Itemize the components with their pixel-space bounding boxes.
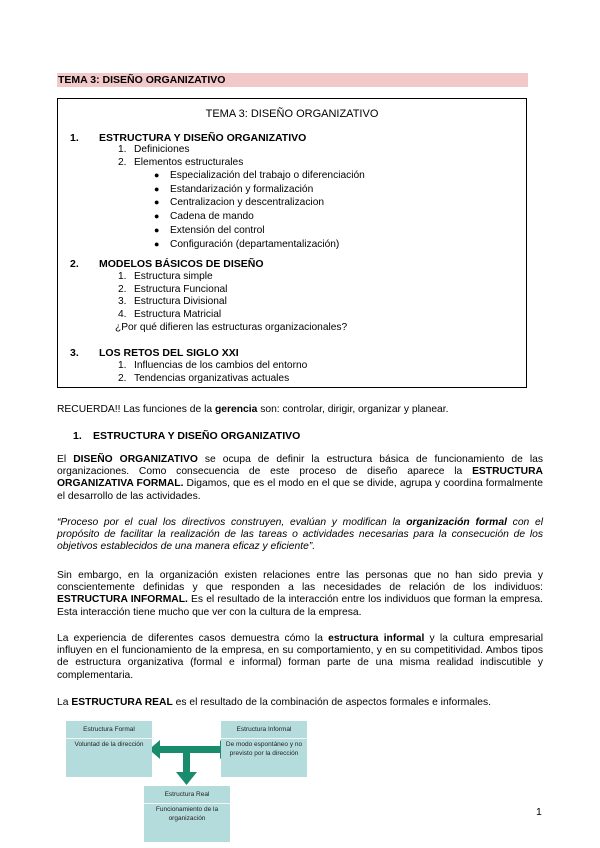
list-item: ● Extensión del control xyxy=(154,224,265,236)
list-item: ● Especialización del trabajo o diferenciación xyxy=(154,170,365,181)
diagram-box-title: Estructura Informal xyxy=(221,721,307,739)
toc-question: ¿Por qué difieren las estructuras organizacionales? xyxy=(115,322,348,333)
paragraph-real: La ESTRUCTURA REAL es el resultado de la combinación de aspectos formales e informales. xyxy=(57,697,492,708)
list-item: 2. Elementos estructurales xyxy=(118,156,244,168)
section-heading: 1. ESTRUCTURA Y DISEÑO ORGANIZATIVO xyxy=(73,430,301,442)
diagram-box-text: Funcionamiento de la organización xyxy=(155,806,219,822)
diagram-box-title: Estructura Real xyxy=(144,786,230,804)
diagram-box-text: Voluntad de la dirección xyxy=(74,741,144,748)
diagram-box-informal xyxy=(221,721,307,777)
paragraph-diseno: El DISEÑO ORGANIZATIVO se ocupa de definir la estructura básica de funcionamiento de las organizaciones. Como consecuencia de este proceso de diseño aparece la ESTRUCTURA ORGANIZATIVA FORMAL. Digamos, que es el modo en el que se divide, agrupa y coordina formalmente el desarrollo de las actividades. xyxy=(57,454,544,502)
bullet-icon: ● xyxy=(154,197,160,208)
paragraph-informal: Sin embargo, en la organización existen relaciones entre las personas que no han sido previa y conscientemente definidas y que responden a las necesidades de relación de los individuos: ESTRUCTURA INFORMAL. Es el resultado de la interacción entre los individuos que forman la empresa. Esta interacción tiene mucho que ver con la cultura de la empresa. xyxy=(57,570,543,618)
definition-quote: “Proceso por el cual los directivos construyen, evalúan y modifican la organización formal con el propósito de facilitar la realización de las tareas o actividades necesarias para la consecución de los objetivos establecidos de una manera eficaz y eficiente”. xyxy=(57,517,544,553)
list-item: 2. Estructura Funcional xyxy=(118,283,228,295)
list-item: 1. Influencias de los cambios del entorno xyxy=(118,360,308,371)
table-of-contents xyxy=(57,98,527,388)
bullet-icon: ● xyxy=(154,211,160,222)
toc-section-1-items xyxy=(118,144,243,169)
toc-section-2: 2. MODELOS BÁSICOS DE DISEÑO xyxy=(70,258,264,270)
diagram-box-formal xyxy=(66,721,152,777)
recuerda-note: RECUERDA!! Las funciones de la gerencia son: controlar, dirigir, organizar y planear. xyxy=(57,404,449,415)
topic-header-title: TEMA 3: DISEÑO ORGANIZATIVO xyxy=(58,74,226,86)
bullet-icon: ● xyxy=(154,224,160,235)
bullet-icon: ● xyxy=(154,238,160,249)
paragraph-experiencia: La experiencia de diferentes casos demuestra cómo la estructura informal y la cultura empresarial influyen en el funcionamiento de la empresa, en su comportamiento, y en su competitividad. Ambos tipos de estructura organizativa (formal e informal) forman parte de una misma realidad indiscutible y complementaria. xyxy=(57,633,543,681)
diagram-box-text: De modo espontáneo y no previsto por la dirección xyxy=(225,741,303,757)
toc-title: TEMA 3: DISEÑO ORGANIZATIVO xyxy=(205,108,379,120)
list-item: 2. Tendencias organizativas actuales xyxy=(118,372,290,384)
list-item: ● Estandarización y formalización xyxy=(154,183,314,195)
toc-section-1: 1. ESTRUCTURA Y DISEÑO ORGANIZATIVO xyxy=(70,132,307,144)
page-number: 1 xyxy=(536,806,542,818)
toc-section-3: 3. LOS RETOS DEL SIGLO XXI xyxy=(70,347,239,359)
list-item: 1. Definiciones xyxy=(118,144,190,155)
list-item: ● Centralizacion y descentralizacion xyxy=(154,197,325,209)
toc-bullet-list xyxy=(154,169,365,251)
list-item: 1. Estructura simple xyxy=(118,271,213,282)
list-item: ● Cadena de mando xyxy=(154,211,254,223)
diagram-box-title: Estructura Formal xyxy=(66,721,152,739)
topic-header xyxy=(57,73,528,87)
list-item: 4. Estructura Matricial xyxy=(118,309,222,321)
list-item: ● Configuración (departamentalización) xyxy=(154,238,340,250)
bullet-icon: ● xyxy=(154,170,160,180)
bullet-icon: ● xyxy=(154,183,160,194)
toc-section-2-items xyxy=(118,271,227,322)
diagram-box-real xyxy=(144,786,230,842)
arrow-icon xyxy=(149,740,231,785)
list-item: 3. Estructura Divisional xyxy=(118,296,227,308)
toc-section-3-items xyxy=(118,360,307,385)
